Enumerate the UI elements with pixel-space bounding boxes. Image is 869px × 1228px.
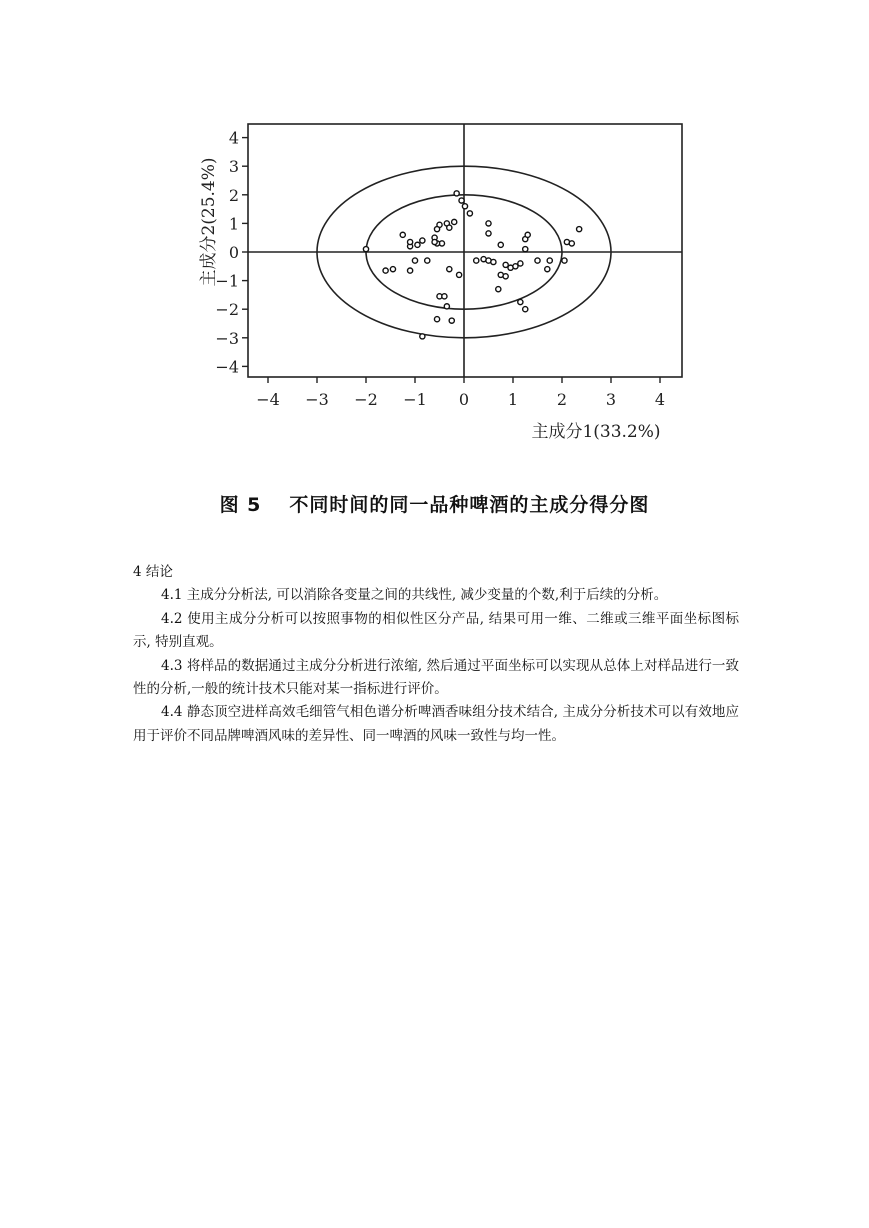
data-point [518,299,523,304]
figure-caption [0,490,869,517]
paragraph-4-3: 4.3 将样品的数据通过主成分分析进行浓缩, 然后通过平面坐标可以实现从总体上对样品进行一致性的分析,一般的统计技术只能对某一指标进行评价。 [133,657,739,698]
paragraph-4-1: 4.1 主成分分析法, 可以消除各变量之间的共线性, 减少变量的个数,利于后续的分析。 [161,587,668,604]
data-point [434,317,439,322]
data-point [486,231,491,236]
conclusion-section [133,561,739,748]
data-point [412,258,417,263]
data-point [577,227,582,232]
data-point [467,211,472,216]
y-tick-label: −2 [215,300,239,320]
x-tick-label: 3 [605,390,617,409]
data-point [535,258,540,263]
y-tick-label: 0 [228,243,239,262]
data-point [457,272,462,277]
data-point [498,242,503,247]
data-point [444,304,449,309]
data-point [523,247,528,252]
x-tick-label: 2 [556,390,568,409]
y-axis-title: 主成分2(25.4%) [199,157,219,287]
figure-label: 图 5 [219,494,262,516]
x-axis-title: 主成分1(33.2%) [531,422,661,442]
data-point [425,258,430,263]
data-point [447,225,452,230]
data-point [525,232,530,237]
data-point [503,274,508,279]
data-point [474,258,479,263]
data-point [363,247,368,252]
y-tick-label: 2 [228,185,239,205]
figure-title: 不同时间的同一品种啤酒的主成分得分图 [289,494,650,516]
x-tick-label: 1 [507,390,519,409]
paragraph-4-2: 4.2 使用主成分分析可以按照事物的相似性区分产品, 结果可用一维、二维或三维平面坐标图标示, 特别直观。 [133,610,739,651]
data-point [434,227,439,232]
x-tick-label: −1 [403,390,427,409]
data-point [408,268,413,273]
data-point [462,204,467,209]
data-point [415,242,420,247]
y-tick-label: −1 [215,271,239,291]
x-tick-label: 4 [654,390,666,409]
data-point [420,238,425,243]
x-tick-label: 0 [458,390,470,409]
pca-score-plot [0,0,869,450]
data-point [523,307,528,312]
section-heading: 4 结论 [133,564,173,580]
data-point [454,191,459,196]
data-point [400,232,405,237]
data-point [569,241,574,246]
data-point [486,221,491,226]
data-point [390,267,395,272]
data-point [449,318,454,323]
data-point [432,239,437,244]
paragraph-4-4: 4.4 静态顶空进样高效毛细管气相色谱分析啤酒香味组分技术结合, 主成分分析技术可以有效地应用于评价不同品牌啤酒风味的差异性、同一啤酒的风味一致性与均一性。 [133,704,739,744]
data-point [459,198,464,203]
data-point [518,261,523,266]
y-tick-label: −4 [215,357,239,377]
y-tick-label: 1 [228,214,239,234]
data-point [496,287,501,292]
data-point [420,334,425,339]
data-point [383,268,388,273]
data-point [452,219,457,224]
y-tick-label: 3 [228,157,239,177]
data-point [545,267,550,272]
data-point [408,239,413,244]
data-point [491,259,496,264]
x-tick-label: −2 [354,390,378,409]
plot-frame [248,124,682,377]
data-point [442,294,447,299]
y-tick-label: 4 [228,128,239,148]
x-tick-label: −3 [305,390,329,409]
data-point [447,267,452,272]
y-tick-label: −3 [215,328,239,348]
x-tick-label: −4 [256,390,280,409]
data-point [547,258,552,263]
data-point [562,258,567,263]
